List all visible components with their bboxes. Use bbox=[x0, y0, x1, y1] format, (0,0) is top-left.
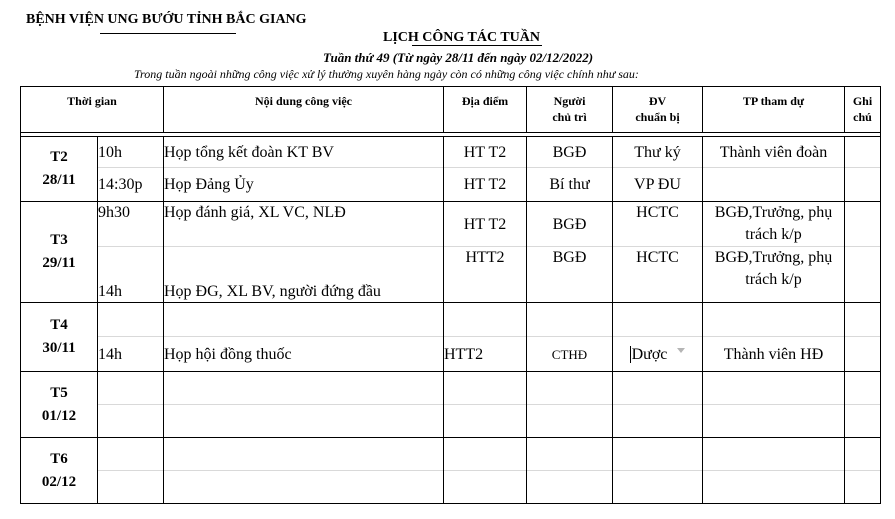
attendees-cell bbox=[703, 372, 845, 405]
time-cell bbox=[98, 303, 164, 337]
day-label: T4 bbox=[50, 317, 68, 333]
day-cell bbox=[21, 372, 98, 438]
col-header-chair-line1: Người bbox=[553, 94, 586, 108]
content-cell bbox=[164, 471, 444, 504]
attendees-cell: BGĐ,Trưởng, phụ trách k/p bbox=[703, 247, 845, 303]
chair-cell bbox=[527, 303, 613, 337]
day-label: T2 bbox=[50, 149, 68, 165]
attendees-cell: Thành viên HĐ bbox=[703, 337, 845, 372]
dropdown-arrow-icon[interactable] bbox=[677, 348, 685, 353]
note-cell bbox=[845, 247, 881, 303]
note-cell bbox=[845, 372, 881, 405]
table-row bbox=[21, 405, 881, 438]
prep-cell bbox=[613, 405, 703, 438]
table-row bbox=[21, 337, 881, 372]
intro-note: Trong tuần ngoài những công việc xử lý thường xuyên hàng ngày còn có những công việc chính như sau: bbox=[134, 67, 639, 81]
content-cell: Họp ĐG, XL BV, người đứng đầu bbox=[164, 247, 444, 303]
prep-cell bbox=[613, 471, 703, 504]
col-header-prep bbox=[613, 87, 703, 133]
time-cell: 14h bbox=[98, 337, 164, 372]
attendees-cell bbox=[703, 405, 845, 438]
time-cell bbox=[98, 372, 164, 405]
col-header-prep-line2: chuẩn bị bbox=[635, 110, 680, 124]
note-cell bbox=[845, 337, 881, 372]
table-row bbox=[21, 247, 881, 303]
note-cell bbox=[845, 168, 881, 202]
prep-cell[interactable] bbox=[613, 337, 703, 372]
attendees-cell: Thành viên đoàn bbox=[703, 137, 845, 168]
content-cell bbox=[164, 372, 444, 405]
attendees-cell: BGĐ,Trưởng, phụ trách k/p bbox=[703, 202, 845, 247]
content-cell: Họp hội đồng thuốc bbox=[164, 337, 444, 372]
chair-cell: BGĐ bbox=[527, 202, 613, 247]
prep-cell-text: Dược bbox=[631, 345, 668, 363]
table-row bbox=[21, 372, 881, 405]
time-cell: 14h bbox=[98, 247, 164, 303]
table-row bbox=[21, 303, 881, 337]
hospital-underline bbox=[100, 33, 236, 34]
prep-cell: Thư ký bbox=[613, 137, 703, 168]
col-header-note bbox=[845, 87, 881, 133]
title-underline bbox=[412, 45, 542, 46]
col-header-place: Địa điểm bbox=[444, 87, 527, 133]
content-cell: Họp tổng kết đoàn KT BV bbox=[164, 137, 444, 168]
place-cell: HTT2 bbox=[444, 247, 527, 303]
table-row bbox=[21, 168, 881, 202]
content-cell: Họp Đảng Ủy bbox=[164, 168, 444, 202]
day-label: T3 bbox=[50, 232, 68, 248]
attendees-cell bbox=[703, 303, 845, 337]
day-date: 02/12 bbox=[41, 473, 77, 490]
col-header-note-line2: chú bbox=[853, 110, 872, 124]
table-row bbox=[21, 438, 881, 471]
chair-cell bbox=[527, 438, 613, 471]
attendees-cell bbox=[703, 471, 845, 504]
note-cell bbox=[845, 438, 881, 471]
place-cell bbox=[444, 438, 527, 471]
prep-cell: HCTC bbox=[613, 202, 703, 247]
col-header-attendees: TP tham dự bbox=[703, 87, 845, 133]
prep-cell: VP ĐU bbox=[613, 168, 703, 202]
note-cell bbox=[845, 471, 881, 504]
col-header-prep-line1: ĐV bbox=[648, 94, 667, 108]
attendees-cell bbox=[703, 168, 845, 202]
place-cell bbox=[444, 303, 527, 337]
chair-cell: BGĐ bbox=[527, 137, 613, 168]
table-row bbox=[21, 202, 881, 247]
col-header-time: Thời gian bbox=[21, 87, 164, 133]
place-cell: HT T2 bbox=[444, 137, 527, 168]
header-row bbox=[21, 87, 881, 133]
prep-cell bbox=[613, 438, 703, 471]
chair-cell bbox=[527, 372, 613, 405]
prep-cell: HCTC bbox=[613, 247, 703, 303]
table-row bbox=[21, 137, 881, 168]
time-cell bbox=[98, 471, 164, 504]
day-cell bbox=[21, 137, 98, 202]
content-cell bbox=[164, 405, 444, 438]
day-cell bbox=[21, 438, 98, 504]
place-cell: HT T2 bbox=[444, 168, 527, 202]
day-date: 01/12 bbox=[41, 407, 77, 424]
col-header-content: Nội dung công việc bbox=[164, 87, 444, 133]
place-cell: HT T2 bbox=[444, 202, 527, 247]
note-cell bbox=[845, 202, 881, 247]
chair-cell: CTHĐ bbox=[527, 337, 613, 372]
attendees-cell bbox=[703, 438, 845, 471]
time-cell: 14:30p bbox=[98, 168, 164, 202]
table-row bbox=[21, 471, 881, 504]
chair-cell: BGĐ bbox=[527, 247, 613, 303]
note-cell bbox=[845, 405, 881, 438]
chair-cell bbox=[527, 405, 613, 438]
content-cell: Họp đánh giá, XL VC, NLĐ bbox=[164, 202, 444, 247]
place-cell: HTT2 bbox=[444, 337, 527, 372]
content-cell bbox=[164, 303, 444, 337]
col-header-chair bbox=[527, 87, 613, 133]
place-cell bbox=[444, 405, 527, 438]
day-label: T5 bbox=[50, 384, 68, 401]
week-range: Tuần thứ 49 (Từ ngày 28/11 đến ngày 02/12/2022) bbox=[323, 50, 594, 65]
note-cell bbox=[845, 137, 881, 168]
place-cell bbox=[444, 372, 527, 405]
col-header-note-line1: Ghi bbox=[852, 94, 873, 108]
page-title: LỊCH CÔNG TÁC TUẦN bbox=[383, 30, 541, 45]
day-cell bbox=[21, 303, 98, 372]
content-cell bbox=[164, 438, 444, 471]
prep-cell bbox=[613, 303, 703, 337]
time-cell: 9h30 bbox=[98, 202, 164, 247]
chair-cell: Bí thư bbox=[527, 168, 613, 202]
place-cell bbox=[444, 471, 527, 504]
col-header-chair-line2: chủ trì bbox=[552, 110, 587, 124]
time-cell bbox=[98, 438, 164, 471]
day-date: 30/11 bbox=[42, 340, 76, 356]
prep-cell bbox=[613, 372, 703, 405]
time-cell bbox=[98, 405, 164, 438]
day-date: 29/11 bbox=[42, 255, 76, 271]
chair-cell bbox=[527, 471, 613, 504]
schedule-table bbox=[20, 86, 881, 504]
day-date: 28/11 bbox=[42, 172, 76, 188]
hospital-name: BỆNH VIỆN UNG BƯỚU TỈNH BẮC GIANG bbox=[26, 12, 307, 27]
day-label: T6 bbox=[50, 450, 68, 467]
day-cell bbox=[21, 202, 98, 303]
time-cell: 10h bbox=[98, 137, 164, 168]
note-cell bbox=[845, 303, 881, 337]
